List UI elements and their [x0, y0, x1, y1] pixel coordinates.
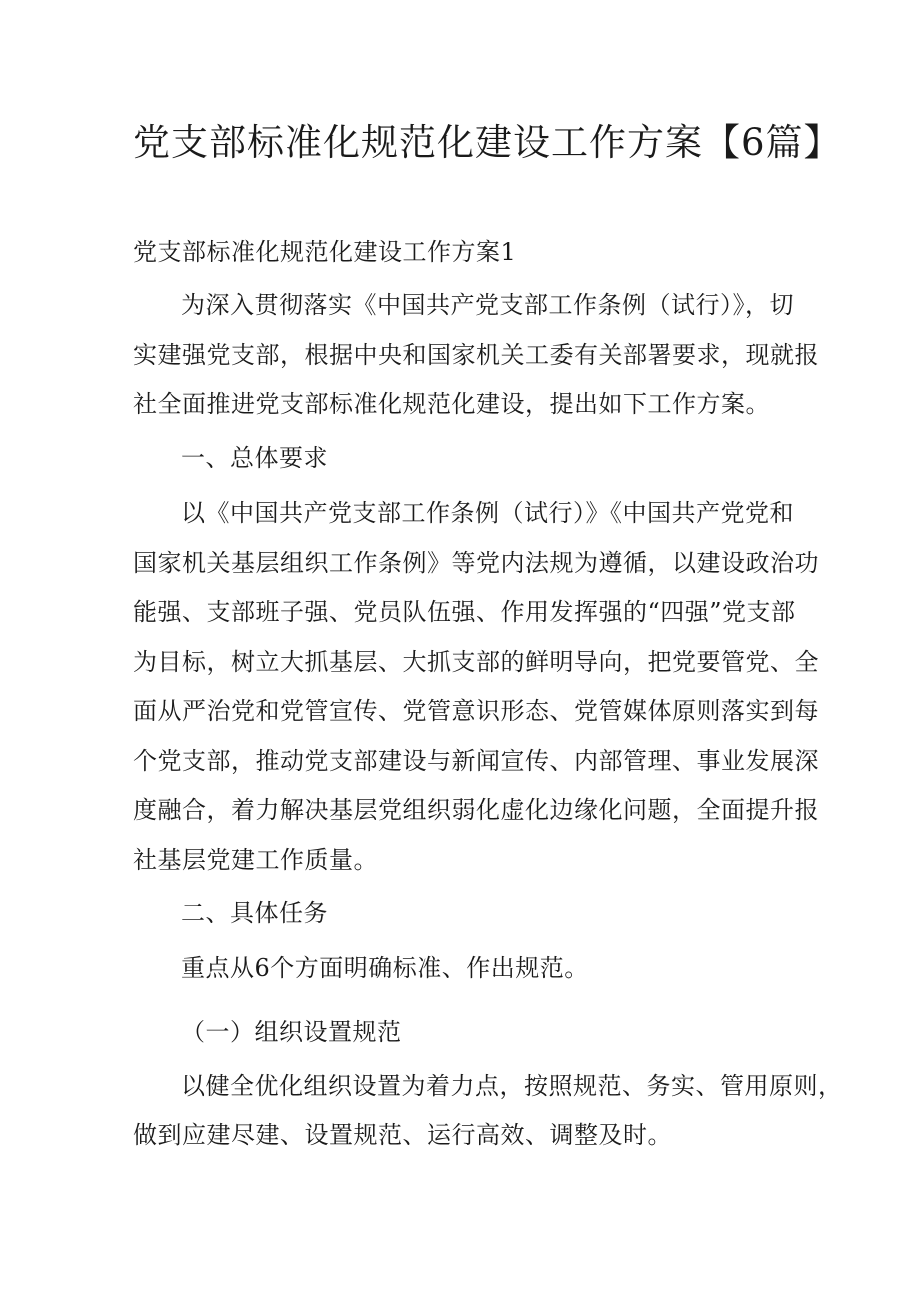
paragraph-line: 社全面推进党支部标准化规范化建设，提出如下工作方案。 — [133, 390, 770, 418]
paragraph-line: 以《中国共产党支部工作条例（试行）》《中国共产党党和 — [181, 499, 794, 527]
paragraph-line: 为深入贯彻落实《中国共产党支部工作条例（试行）》，切 — [181, 291, 794, 319]
paragraph-line: 国家机关基层组织工作条例》等党内法规为遵循，以建设政治功 — [133, 549, 819, 577]
paragraph-line: 能强、支部班子强、党员队伍强、作用发挥强的“四强”党支部 — [133, 598, 796, 626]
section-heading: 一、总体要求 — [181, 444, 328, 472]
paragraph-line: 实建强党支部，根据中央和国家机关工委有关部署要求，现就报 — [133, 341, 819, 369]
section-subtitle: 党支部标准化规范化建设工作方案1 — [133, 238, 517, 266]
paragraph-line: 重点从6个方面明确标准、作出规范。 — [181, 954, 589, 982]
document-title: 党支部标准化规范化建设工作方案【6篇】 — [133, 121, 842, 164]
paragraph-line: 度融合，着力解决基层党组织弱化虚化边缘化问题，全面提升报 — [133, 796, 819, 824]
section-heading: 二、具体任务 — [181, 899, 328, 927]
paragraph-line: 社基层党建工作质量。 — [133, 846, 378, 874]
paragraph-line: 做到应建尽建、设置规范、运行高效、调整及时。 — [133, 1121, 672, 1149]
subsection-heading: （一）组织设置规范 — [181, 1018, 402, 1046]
paragraph-line: 面从严治党和党管宣传、党管意识形态、党管媒体原则落实到每 — [133, 697, 819, 725]
paragraph-line: 以健全优化组织设置为着力点，按照规范、务实、管用原则， — [181, 1072, 843, 1100]
paragraph-line: 个党支部，推动党支部建设与新闻宣传、内部管理、事业发展深 — [133, 747, 819, 775]
paragraph-line: 为目标，树立大抓基层、大抓支部的鲜明导向，把党要管党、全 — [133, 648, 819, 676]
